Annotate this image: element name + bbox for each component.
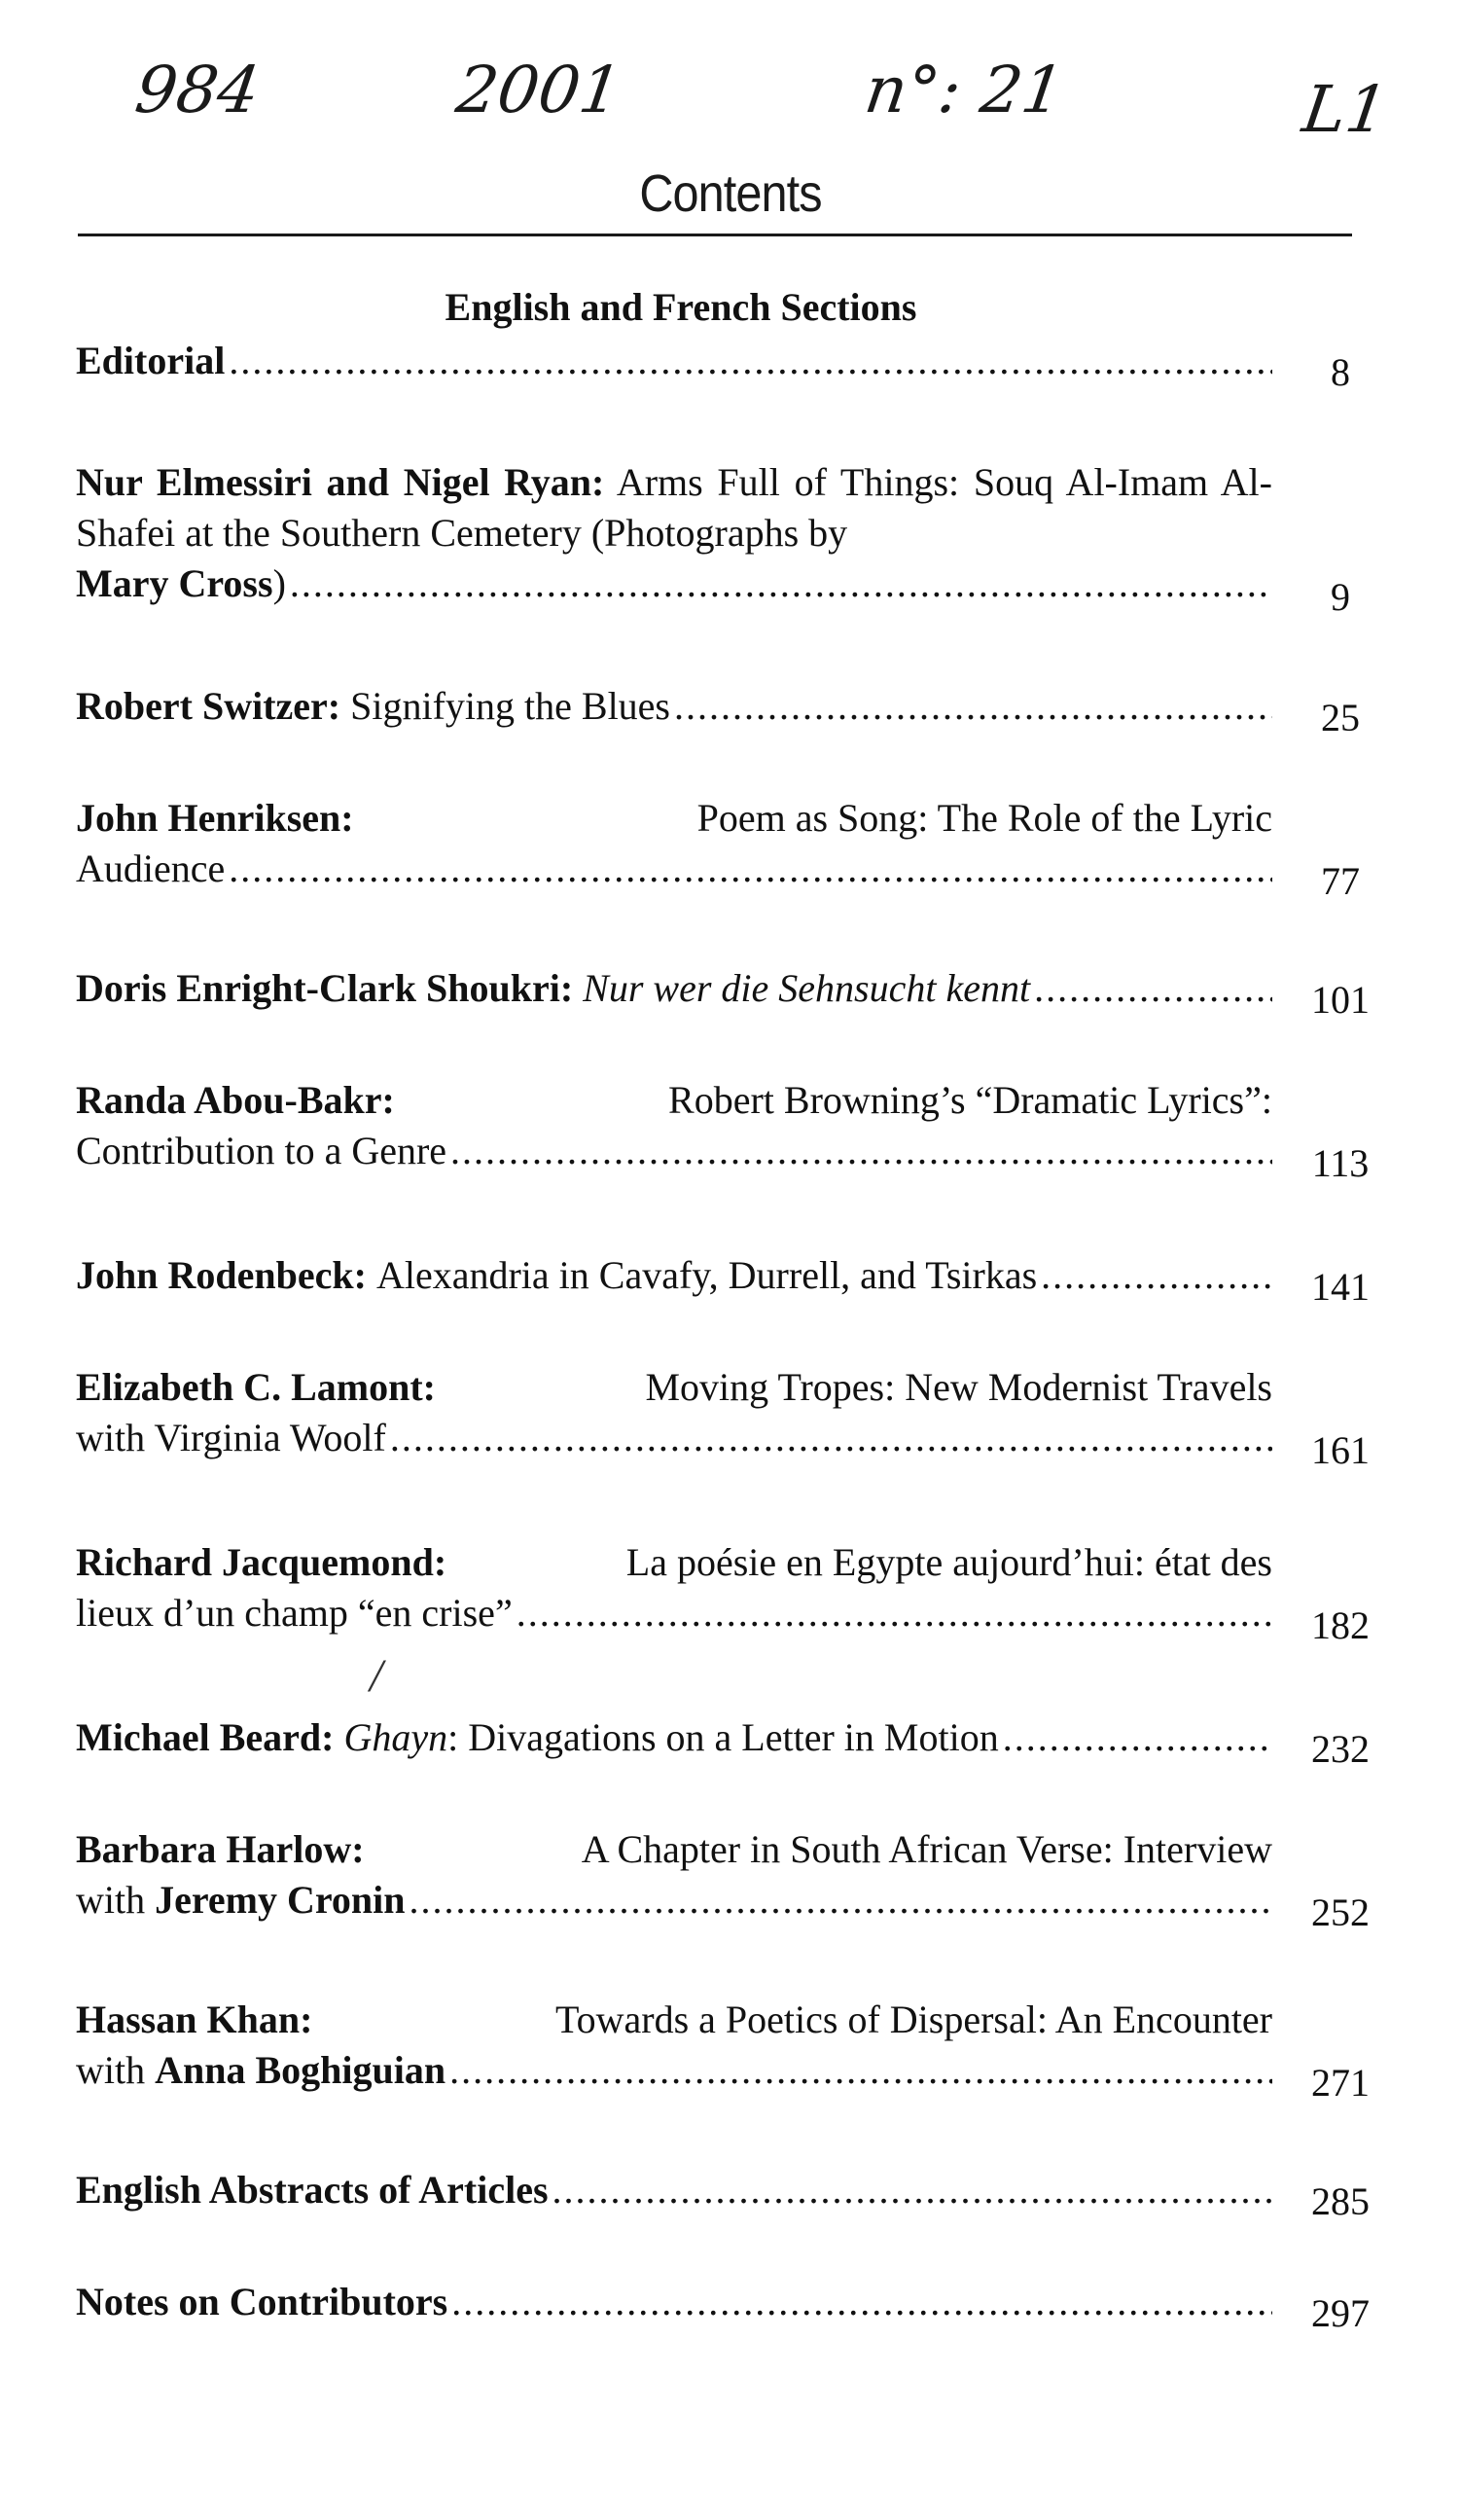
toc-entry-abstracts: [76, 2165, 1384, 2223]
toc-entry-editorial: [76, 336, 1384, 394]
entry-title: Towards a Poetics of Dispersal: An Encounter: [554, 1998, 1272, 2041]
toc-entry-lamont: [76, 1362, 1384, 1472]
entry-author: John Henriksen:: [76, 796, 354, 840]
entry-page: 25: [1321, 696, 1360, 739]
entry-title: : Divagations on a Letter in Motion: [447, 1715, 999, 1759]
entry-page: 232: [1311, 1727, 1370, 1771]
entry-author: Elizabeth C. Lamont:: [76, 1365, 436, 1409]
entry-title: Robert Browning’s “Dramatic Lyrics”:: [668, 1078, 1272, 1122]
entry-title: Poem as Song: The Role of the Lyric: [696, 796, 1272, 840]
entry-with: with: [76, 1878, 146, 1922]
entry-author: John Rodenbeck:: [76, 1253, 367, 1297]
toc-entry-contributors: [76, 2277, 1384, 2335]
entry-title: Moving Tropes: New Modernist Travels: [645, 1365, 1272, 1409]
toc-entry-beard: [76, 1712, 1384, 1771]
entry-author: Nur Elmessiri and Nigel Ryan:: [76, 460, 605, 504]
entry-author: Editorial: [76, 339, 226, 382]
handwritten-number: 984: [130, 53, 265, 127]
entry-page: 141: [1311, 1265, 1370, 1309]
entry-author: Randa Abou-Bakr:: [76, 1078, 395, 1122]
handwritten-year: 2001: [451, 53, 626, 127]
page-title: Contents: [639, 164, 822, 223]
entry-title-end: with Virginia Woolf: [76, 1416, 386, 1459]
entry-author: Michael Beard:: [76, 1715, 335, 1759]
entry-title: La poésie en Egypte aujourd’hui: état des: [625, 1540, 1272, 1584]
entry-credit: Mary Cross: [76, 561, 273, 605]
entry-credit: Jeremy Cronin: [155, 1878, 406, 1922]
handwritten-issue: n°: 21: [860, 53, 1069, 127]
toc-entry-rodenbeck: [76, 1250, 1384, 1309]
entry-author: English Abstracts of Articles: [76, 2168, 549, 2212]
entry-page: 113: [1311, 1141, 1370, 1185]
entry-title: Arms Full of Things: Souq Al-Imam Al-Shafei at the Southern Cemetery (Photographs by: [76, 460, 1272, 555]
toc-entry-henriksen: [76, 793, 1384, 903]
toc-entry-switzer: [76, 681, 1384, 739]
entry-title-end: lieux d’un champ “en crise”: [76, 1591, 513, 1635]
entry-author: Hassan Khan:: [76, 1998, 313, 2041]
section-heading: English and French Sections: [445, 285, 917, 329]
toc-entry-khan: [76, 1995, 1384, 2105]
entry-credit: Anna Boghiguian: [155, 2048, 446, 2092]
toc-entry-jacquemond: [76, 1537, 1384, 1647]
entry-page: 252: [1311, 1890, 1370, 1934]
toc-entry-shoukri: [76, 963, 1384, 1022]
entry-title-end: Contribution to a Genre: [76, 1129, 447, 1172]
toc-entry-elmessiri: [76, 457, 1384, 619]
entry-page: 182: [1311, 1603, 1370, 1647]
entry-page: 161: [1311, 1428, 1370, 1472]
toc-entry-abou-bakr: [76, 1075, 1384, 1185]
entry-page: 101: [1311, 978, 1370, 1022]
entry-closing: ): [272, 561, 286, 605]
pencil-mark: /: [370, 1650, 383, 1702]
title-rule: [78, 234, 1352, 236]
entry-title: Alexandria in Cavafy, Durrell, and Tsirkas: [375, 1253, 1038, 1297]
entry-title-end: Audience: [76, 846, 226, 890]
entry-title: A Chapter in South African Verse: Interview: [581, 1827, 1272, 1871]
toc-entry-harlow: [76, 1824, 1384, 1934]
entry-author: Notes on Contributors: [76, 2280, 448, 2323]
entry-page: 9: [1331, 575, 1350, 619]
entry-author: Richard Jacquemond:: [76, 1540, 447, 1584]
entry-page: 297: [1311, 2291, 1370, 2335]
entry-title-italic: Ghayn: [343, 1715, 448, 1759]
entry-page: 8: [1331, 350, 1350, 394]
entry-page: 271: [1311, 2061, 1370, 2105]
entry-author: Doris Enright-Clark Shoukri:: [76, 966, 574, 1010]
entry-page: 77: [1321, 859, 1360, 903]
entry-title: Signifying the Blues: [350, 684, 670, 728]
entry-author: Barbara Harlow:: [76, 1827, 365, 1871]
handwritten-volume: L1: [1298, 72, 1393, 147]
entry-with: with: [76, 2048, 146, 2092]
entry-page: 285: [1311, 2179, 1370, 2223]
entry-title: Nur wer die Sehnsucht kennt: [583, 966, 1031, 1010]
entry-author: Robert Switzer:: [76, 684, 341, 728]
